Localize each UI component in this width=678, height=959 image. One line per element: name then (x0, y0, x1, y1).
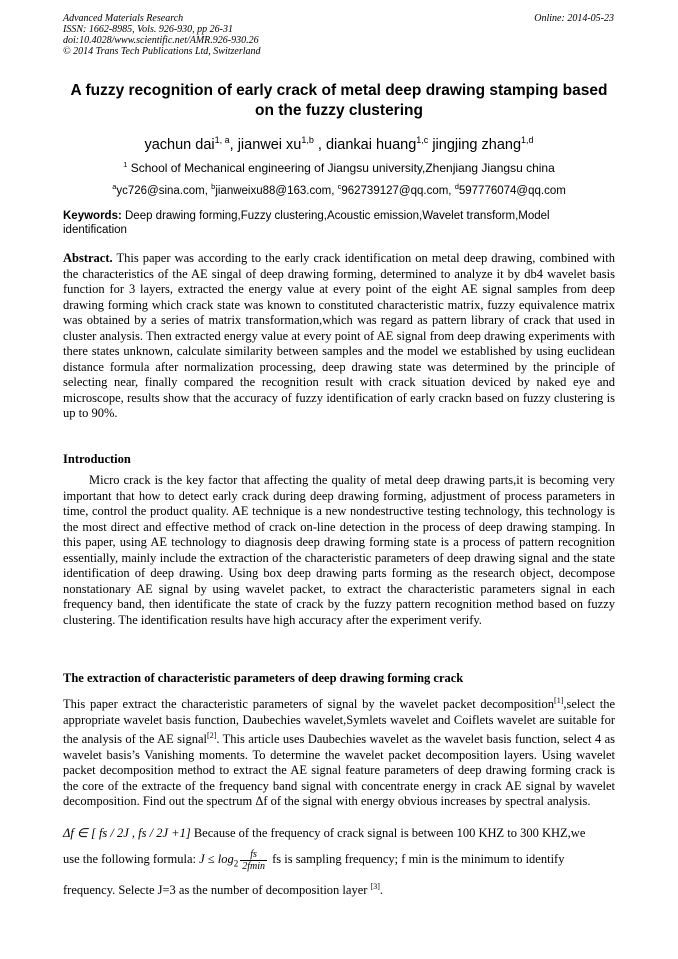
citation-ref[interactable]: [2] (207, 731, 217, 740)
author-name: diankai huang (325, 137, 417, 153)
extraction-text-part: . (379, 883, 383, 898)
abstract-label: Abstract. (63, 251, 113, 265)
email-address[interactable]: 597776074@qq.com (458, 185, 566, 197)
log-base: 2 (233, 858, 239, 869)
author-name: jianwei xu (237, 137, 302, 153)
journal-name: Advanced Materials Research (63, 13, 184, 24)
publication-info (63, 13, 261, 57)
affiliation-mark: 1 (123, 160, 128, 169)
affiliation-text: School of Mechanical engineering of Jiangsu university,Zhenjiang Jiangsu china (127, 161, 555, 175)
email-address[interactable]: yc726@sina.com, (116, 185, 212, 197)
author-separator: , (229, 137, 238, 153)
author-affil-mark: 1,b (301, 135, 314, 145)
online-date: Online: 2014-05-23 (534, 13, 614, 24)
section-heading-introduction: Introduction (63, 452, 131, 466)
author-affil-mark: 1,c (416, 135, 429, 145)
copyright-line: © 2014 Trans Tech Publications Ltd, Switzerland (63, 46, 261, 57)
citation-ref[interactable]: [1] (554, 696, 564, 705)
email-mark: a (112, 182, 117, 191)
keywords (63, 209, 615, 237)
frequency-range-formula: Δf ∈ [ fs / 2J , fs / 2J +1] (63, 826, 191, 840)
section-heading-extraction: The extraction of characteristic parameters of deep drawing forming crack (63, 671, 464, 685)
extraction-text-part: This paper extract the characteristic parameters of signal by the wavelet packet decomposition (63, 697, 555, 711)
extraction-text-part: fs is sampling frequency; f min is the minimum to identify (269, 852, 565, 866)
email-mark: b (211, 182, 216, 191)
affiliation (60, 157, 618, 176)
fraction-denominator: 2fmin (242, 860, 266, 872)
extraction-text-part: ,select the appropriate wavelet basis function, Daubechies wavelet,Symlets wavelet and Coiflets wavelet are suitable for the analysis of the AE signal (63, 697, 615, 746)
email-address[interactable]: 962739127@qq.com, (341, 185, 455, 197)
extraction-text-part: . This article uses Daubechies wavelet as the wavelet basis function, select 4 as wavelet basis’s Vanishing moments. To determine the wavelet packet decomposition layers. Using wavelet packet decomposition method to extract the AE signal feature parameters of deep drawing forming crack is the core of the extracte of the frequency band signal with concentrate energy in crack AE signal by wavelet decomposition. Find out the spectrum Δf of the signal with energy obvious increases by spectral analysis. (63, 732, 616, 808)
author-name: yachun dai (144, 137, 215, 153)
author-affil-mark: 1, a (214, 135, 230, 145)
introduction-text: Micro crack is the key factor that affecting the quality of metal deep drawing parts,it is becoming very important that how to detect early crack during deep drawing forming, adjustment of process parameters in time, control the product quality. AE technique is a new nondestructive testing technology, this technology is the most direct and effective method of crack on-line detection in the process of deep drawing stamping. In this paper, using AE technology to diagnosis deep drawing forming state is a process of pattern recognition essentially, mainly include the extraction of the characteristic parameters of deep drawing signal and the state identification of deep drawing. Using box deep drawing parts forming as the research object, decompose nonstationary AE signal by using wavelet packet, to extract the characteristic parameters signal in each frequency band, then identificate the state of crack by the fuzzy pattern recognition method based on fuzzy clustering. The identification results have high accuracy after the experiment verify. (63, 473, 615, 627)
abstract (63, 251, 615, 422)
email-address[interactable]: jianweixu88@163.com, (215, 185, 338, 197)
title-line-1: A fuzzy recognition of early crack of metal deep drawing stamping based (70, 82, 608, 99)
fraction-numerator: fs (240, 849, 267, 861)
doi-line[interactable]: doi:10.4028/www.scientific.net/AMR.926-930.26 (63, 35, 259, 46)
extraction-text-part: frequency. Selecte J=3 as the number of decomposition layer (63, 883, 371, 898)
keywords-label: Keywords: (63, 210, 122, 222)
paper-title (60, 81, 618, 121)
author-affil-mark: 1,d (521, 135, 534, 145)
author-separator: , (313, 137, 326, 153)
author-list (60, 131, 618, 154)
formula-line-3 (63, 879, 615, 899)
email-mark: d (454, 182, 459, 191)
layer-formula-lhs: J ≤ log (199, 852, 234, 866)
issn-line: ISSN: 1662-8985, Vols. 926-930, pp 26-31 (63, 24, 233, 35)
formula-line-1 (63, 826, 615, 842)
keywords-text: Deep drawing forming,Fuzzy clustering,Acoustic emission,Wavelet transform,Model identification (63, 210, 550, 236)
extraction-text-part: Because of the frequency of crack signal is between 100 KHZ to 300 KHZ,we (190, 826, 586, 840)
layer-formula-fraction (240, 849, 267, 872)
extraction-text-part: use the following formula: (63, 852, 200, 866)
citation-ref[interactable]: [3] (370, 882, 380, 891)
email-mark: c (337, 182, 342, 191)
formula-line-2 (63, 845, 615, 878)
title-line-2: on the fuzzy clustering (255, 102, 423, 119)
author-name: jingjing zhang (432, 137, 522, 153)
extraction-text (63, 693, 615, 810)
abstract-text: This paper was according to the early crack identification on metal deep drawing, combined with the characteristics of the AE singal of deep drawing forming, determined to analyze it by db4 wavelet basis function for 3 layers, extracted the energy value at every point of the eight AE signal samples from deep drawing forming which crack state was known to constituted characteristic matrix, fuzzy equivalence matrix was obtained by a series of matrix transformation,which was regard as pattern library of crack that used in cluster analysis. Then extracted energy value at every point of AE signal from deep drawing experiments with there states unknown, calculate similarity between samples and the model we established by using euclidean distance formula after normalization processing, deep drawing state was determined by the principle of selecting near, finally compared the recognition result with crack situation deviced by naked eye and microscope, results show that the accuracy of fuzzy identification of early crackn based on fuzzy clustering is up to 90%. (63, 251, 615, 420)
email-list (60, 180, 618, 198)
